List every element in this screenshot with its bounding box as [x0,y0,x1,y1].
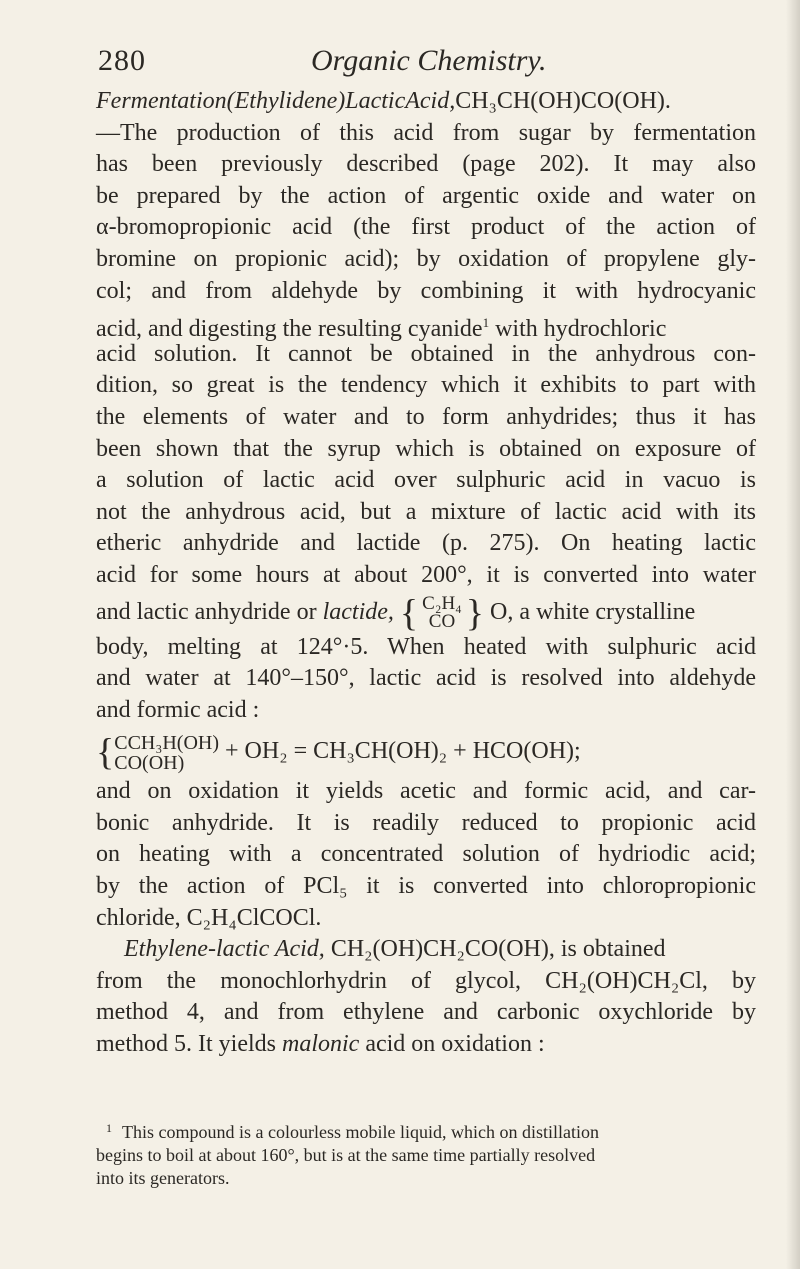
text-line: bromine on propionic acid); by oxidation of propylene gly- [96,245,756,272]
text-line: col; and from aldehyde by combining it with hydrocyanic [96,277,756,304]
text-line: a solution of lactic acid over sulphuric acid in vacuo is [96,467,756,494]
text-line [96,86,756,118]
footnote [96,1117,756,1190]
text-line: α-bromopropionic acid (the first product of the action of [96,214,756,241]
text-line: and on oxidation it yields acetic and formic acid, and car- [96,778,756,805]
italic-term: malonic [281,1031,360,1058]
equation-stack [114,733,219,773]
text-segment: CH₂(OH)CH₂CO(OH), is obtained [324,936,666,963]
text-line: acid solution. It cannot be obtained in the anhydrous con- [96,340,756,367]
formula-bottom: CO [428,610,456,632]
equation-rest: + OH₂ = CH₃CH(OH)₂ + HCO(OH); [219,738,581,765]
running-title: Organic Chemistry. [311,44,547,77]
footnote-line: begins to boil at about 160°, but is at the same time partially resolved [96,1145,596,1165]
text-line: acid for some hours at about 200°, it is converted into water [96,561,756,588]
text-line: from the monochlorhydrin of glycol, CH₂(OH)CH₂Cl, by [96,967,756,994]
left-brace: { [399,591,419,634]
text-line: chloride, C₂H₄ClCOCl. [96,904,322,931]
left-brace: { [96,731,115,774]
text-line [96,934,756,966]
footnote-text: This compound is a colourless mobile liquid, which on distillation [122,1122,599,1142]
text-segment: with hydrochloric [489,316,667,343]
text-segment: acid, and digesting the resulting cyanide [96,316,483,343]
formula-stack [422,592,462,632]
footnote-line: into its generators. [96,1168,230,1188]
text-line: by the action of PCl₅ it is converted into chloropropionic [96,873,756,900]
text-line: been shown that the syrup which is obtained on exposure of [96,435,756,462]
page-number: 280 [98,44,146,77]
equation-bottom: CO(OH) [114,751,185,774]
text-segment: acid on oxidation : [359,1031,545,1058]
text-line: body, melting at 124°·5. When heated with sulphuric acid [96,633,756,660]
text-line: —The production of this acid from sugar by fermentation [96,119,756,146]
text-line: on heating with a concentrated solution of hydriodic acid; [96,841,756,868]
section-heading: Fermentation(Ethylidene)LacticAcid, [96,88,456,114]
footnote-reference[interactable]: 1 [482,315,490,331]
page-header [98,38,738,88]
text-segment: O, a white crystalline [490,598,696,625]
formula: CH₃CH(OH)CO(OH). [455,88,671,114]
right-brace: } [465,591,485,634]
body-text [96,86,756,1061]
equation [96,726,756,776]
text-line: be prepared by the action of argentic oxide and water on [96,182,756,209]
footnote-line [96,1117,756,1144]
text-line: method 4, and from ethylene and carbonic oxychloride by [96,999,756,1026]
text-line: and formic acid : [96,696,260,723]
text-line: has been previously described (page 202). It may also [96,151,756,178]
text-line: dition, so great is the tendency which it exhibits to part with [96,372,756,399]
text-line-lactide [96,592,756,632]
section-heading: Ethylene-lactic Acid, [124,936,325,963]
text-line: not the anhydrous acid, but a mixture of lactic acid with its [96,498,756,525]
page-edge-shadow [786,0,800,1269]
text-segment: and lactic anhydride or [96,598,323,625]
text-line: and water at 140°–150°, lactic acid is resolved into aldehyde [96,665,756,692]
text-line [96,1029,756,1061]
equation-top: CCH₃H(OH) [114,731,219,754]
italic-term: lactide, [322,598,394,625]
text-line: etheric anhydride and lactide (p. 275). On heating lactic [96,530,756,557]
formula-top: C₂H₄ [422,592,462,614]
text-line [96,307,756,343]
footnote-mark: 1 [106,1121,112,1135]
text-line: the elements of water and to form anhydrides; thus it has [96,403,756,430]
text-line: bonic anhydride. It is readily reduced to propionic acid [96,809,756,836]
text-segment: method 5. It yields [96,1031,282,1058]
